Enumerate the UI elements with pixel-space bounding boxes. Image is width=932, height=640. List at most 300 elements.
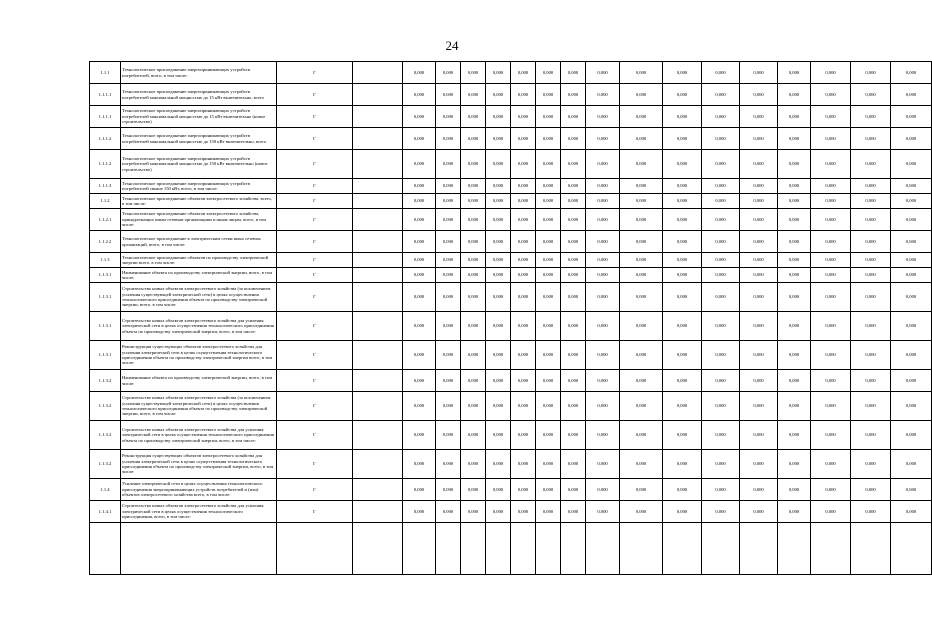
value-cell: 0,000 bbox=[561, 106, 586, 128]
value-cell: 0,000 bbox=[511, 312, 536, 341]
row-name: Технологическое присоединение к электрическим сетям иных сетевых организаций, всего, в том числе: bbox=[121, 231, 277, 253]
table-row bbox=[90, 231, 932, 253]
value-cell: 0,000 bbox=[891, 106, 932, 128]
value-cell: 0,000 bbox=[561, 283, 586, 312]
value-cell: 0,000 bbox=[486, 194, 511, 209]
value-cell: 0,000 bbox=[461, 128, 486, 150]
value-cell: 0,000 bbox=[536, 450, 561, 479]
value-cell: 0,000 bbox=[740, 150, 778, 179]
blank-cell bbox=[353, 231, 403, 253]
value-cell: 0,000 bbox=[511, 370, 536, 392]
value-cell: 0,000 bbox=[851, 501, 891, 523]
value-cell: 0,000 bbox=[403, 179, 436, 194]
value-cell: 0,000 bbox=[511, 231, 536, 253]
value-cell: 0,000 bbox=[561, 194, 586, 209]
value-cell bbox=[663, 523, 702, 575]
value-cell: 0,000 bbox=[586, 450, 620, 479]
value-cell: 0,000 bbox=[511, 501, 536, 523]
row-code: 1.1.4 bbox=[90, 479, 121, 501]
value-cell: 0,000 bbox=[511, 128, 536, 150]
value-cell: 0,000 bbox=[620, 62, 663, 84]
value-cell: 0,000 bbox=[586, 179, 620, 194]
table-row bbox=[90, 62, 932, 84]
row-unit: Г bbox=[277, 84, 353, 106]
value-cell: 0,000 bbox=[511, 341, 536, 370]
value-cell: 0,000 bbox=[511, 392, 536, 421]
value-cell: 0,000 bbox=[403, 450, 436, 479]
row-name: Технологическое присоединение объектов электросетевого хозяйства, всего, в том числе: bbox=[121, 194, 277, 209]
value-cell: 0,000 bbox=[511, 179, 536, 194]
value-cell: 0,000 bbox=[561, 209, 586, 231]
table-row bbox=[90, 450, 932, 479]
value-cell: 0,000 bbox=[778, 253, 811, 268]
value-cell bbox=[811, 523, 851, 575]
value-cell: 0,000 bbox=[586, 501, 620, 523]
value-cell: 0,000 bbox=[436, 450, 461, 479]
blank-cell bbox=[353, 479, 403, 501]
value-cell: 0,000 bbox=[461, 194, 486, 209]
value-cell: 0,000 bbox=[663, 312, 702, 341]
value-cell: 0,000 bbox=[740, 62, 778, 84]
value-cell: 0,000 bbox=[702, 268, 740, 283]
value-cell: 0,000 bbox=[663, 283, 702, 312]
value-cell: 0,000 bbox=[586, 253, 620, 268]
value-cell: 0,000 bbox=[620, 312, 663, 341]
value-cell: 0,000 bbox=[436, 370, 461, 392]
row-code: 1.1.3.2 bbox=[90, 370, 121, 392]
value-cell: 0,000 bbox=[561, 312, 586, 341]
blank-cell bbox=[353, 283, 403, 312]
value-cell: 0,000 bbox=[811, 179, 851, 194]
row-name: Наименование объекта по производству электрической энергии, всего, в том числе: bbox=[121, 370, 277, 392]
value-cell: 0,000 bbox=[891, 501, 932, 523]
value-cell: 0,000 bbox=[586, 283, 620, 312]
value-cell: 0,000 bbox=[891, 421, 932, 450]
value-cell: 0,000 bbox=[891, 370, 932, 392]
row-name: Строительство новых объектов электросетевого хозяйства для усиления электрической сети в целях осуществления технологического присоединения, всего, в том числе: bbox=[121, 501, 277, 523]
value-cell: 0,000 bbox=[561, 450, 586, 479]
value-cell: 0,000 bbox=[511, 209, 536, 231]
value-cell: 0,000 bbox=[811, 421, 851, 450]
value-cell: 0,000 bbox=[740, 421, 778, 450]
value-cell: 0,000 bbox=[891, 392, 932, 421]
value-cell: 0,000 bbox=[486, 312, 511, 341]
value-cell: 0,000 bbox=[702, 62, 740, 84]
value-cell: 0,000 bbox=[778, 84, 811, 106]
value-cell: 0,000 bbox=[891, 283, 932, 312]
table-row bbox=[90, 209, 932, 231]
row-unit: Г bbox=[277, 194, 353, 209]
value-cell: 0,000 bbox=[851, 84, 891, 106]
value-cell: 0,000 bbox=[811, 341, 851, 370]
row-code: 1.1.3 bbox=[90, 253, 121, 268]
value-cell: 0,000 bbox=[778, 106, 811, 128]
value-cell: 0,000 bbox=[740, 231, 778, 253]
value-cell: 0,000 bbox=[486, 128, 511, 150]
value-cell: 0,000 bbox=[461, 283, 486, 312]
value-cell: 0,000 bbox=[620, 392, 663, 421]
value-cell: 0,000 bbox=[436, 194, 461, 209]
value-cell: 0,000 bbox=[536, 501, 561, 523]
table-row bbox=[90, 253, 932, 268]
value-cell: 0,000 bbox=[778, 501, 811, 523]
value-cell: 0,000 bbox=[663, 479, 702, 501]
row-unit bbox=[277, 523, 353, 575]
value-cell: 0,000 bbox=[811, 62, 851, 84]
value-cell: 0,000 bbox=[740, 450, 778, 479]
value-cell: 0,000 bbox=[620, 179, 663, 194]
value-cell: 0,000 bbox=[851, 421, 891, 450]
value-cell: 0,000 bbox=[702, 209, 740, 231]
value-cell: 0,000 bbox=[403, 62, 436, 84]
row-unit: Г bbox=[277, 268, 353, 283]
value-cell: 0,000 bbox=[436, 62, 461, 84]
row-code: 1.1.3.2 bbox=[90, 392, 121, 421]
value-cell: 0,000 bbox=[702, 479, 740, 501]
value-cell: 0,000 bbox=[403, 392, 436, 421]
value-cell: 0,000 bbox=[561, 253, 586, 268]
value-cell: 0,000 bbox=[403, 231, 436, 253]
row-code: 1.1.1.2 bbox=[90, 150, 121, 179]
row-name: Технологическое присоединение энергопринимающих устройств потребителей, всего, в том числе: bbox=[121, 62, 277, 84]
row-name: Усиление электрической сети в целях осуществления технологического присоединения энергопринимающих устройств потребителей и (или) объектов электросетевого хозяйства всего, в том числе: bbox=[121, 479, 277, 501]
value-cell: 0,000 bbox=[486, 150, 511, 179]
row-unit: Г bbox=[277, 392, 353, 421]
value-cell: 0,000 bbox=[486, 370, 511, 392]
value-cell: 0,000 bbox=[536, 150, 561, 179]
value-cell: 0,000 bbox=[891, 253, 932, 268]
value-cell: 0,000 bbox=[561, 179, 586, 194]
value-cell: 0,000 bbox=[536, 179, 561, 194]
value-cell: 0,000 bbox=[486, 501, 511, 523]
value-cell: 0,000 bbox=[403, 106, 436, 128]
value-cell bbox=[620, 523, 663, 575]
row-name: Технологическое присоединение объектов по производству электрической энергии всего, в том числе: bbox=[121, 253, 277, 268]
value-cell: 0,000 bbox=[561, 421, 586, 450]
value-cell: 0,000 bbox=[663, 341, 702, 370]
row-code: 1.1.3.1 bbox=[90, 312, 121, 341]
value-cell: 0,000 bbox=[891, 231, 932, 253]
value-cell: 0,000 bbox=[586, 268, 620, 283]
value-cell: 0,000 bbox=[663, 253, 702, 268]
value-cell: 0,000 bbox=[663, 194, 702, 209]
value-cell: 0,000 bbox=[811, 209, 851, 231]
value-cell: 0,000 bbox=[740, 341, 778, 370]
blank-cell bbox=[353, 268, 403, 283]
value-cell: 0,000 bbox=[561, 62, 586, 84]
table-row bbox=[90, 194, 932, 209]
value-cell: 0,000 bbox=[461, 501, 486, 523]
value-cell: 0,000 bbox=[811, 501, 851, 523]
value-cell: 0,000 bbox=[620, 106, 663, 128]
value-cell: 0,000 bbox=[461, 231, 486, 253]
row-code: 1.1.2.2 bbox=[90, 231, 121, 253]
table-row bbox=[90, 268, 932, 283]
blank-cell bbox=[353, 392, 403, 421]
value-cell: 0,000 bbox=[461, 84, 486, 106]
value-cell: 0,000 bbox=[620, 450, 663, 479]
value-cell: 0,000 bbox=[461, 62, 486, 84]
value-cell: 0,000 bbox=[620, 421, 663, 450]
row-code: 1.1.2 bbox=[90, 194, 121, 209]
value-cell: 0,000 bbox=[740, 84, 778, 106]
value-cell bbox=[536, 523, 561, 575]
value-cell: 0,000 bbox=[778, 231, 811, 253]
value-cell: 0,000 bbox=[851, 312, 891, 341]
row-name: Технологическое присоединение энергопринимающих устройств потребителей максимальной мощностью до 15 кВт включительно (новое строительство) bbox=[121, 106, 277, 128]
value-cell: 0,000 bbox=[702, 501, 740, 523]
blank-cell bbox=[353, 523, 403, 575]
value-cell: 0,000 bbox=[620, 84, 663, 106]
value-cell: 0,000 bbox=[702, 370, 740, 392]
row-code: 1.1.3.2 bbox=[90, 421, 121, 450]
value-cell: 0,000 bbox=[511, 253, 536, 268]
value-cell: 0,000 bbox=[811, 84, 851, 106]
value-cell: 0,000 bbox=[891, 209, 932, 231]
value-cell bbox=[891, 523, 932, 575]
value-cell: 0,000 bbox=[620, 253, 663, 268]
value-cell: 0,000 bbox=[620, 341, 663, 370]
row-code: 1.1.3.1 bbox=[90, 268, 121, 283]
value-cell: 0,000 bbox=[461, 479, 486, 501]
value-cell: 0,000 bbox=[811, 231, 851, 253]
value-cell: 0,000 bbox=[586, 84, 620, 106]
blank-cell bbox=[353, 501, 403, 523]
value-cell: 0,000 bbox=[891, 84, 932, 106]
row-unit: Г bbox=[277, 283, 353, 312]
value-cell: 0,000 bbox=[436, 209, 461, 231]
value-cell: 0,000 bbox=[511, 479, 536, 501]
value-cell: 0,000 bbox=[461, 392, 486, 421]
row-code: 1.1.1.3 bbox=[90, 179, 121, 194]
value-cell: 0,000 bbox=[851, 392, 891, 421]
value-cell: 0,000 bbox=[851, 128, 891, 150]
blank-cell bbox=[353, 62, 403, 84]
row-name: Реконструкция существующих объектов электросетевого хозяйства для усиления электрической сети в целях осуществления технологического присоединения объекта по производству электрической энергии, всего, в том числе: bbox=[121, 450, 277, 479]
row-unit: Г bbox=[277, 370, 353, 392]
value-cell: 0,000 bbox=[778, 179, 811, 194]
value-cell bbox=[851, 523, 891, 575]
value-cell: 0,000 bbox=[663, 450, 702, 479]
value-cell: 0,000 bbox=[702, 128, 740, 150]
value-cell: 0,000 bbox=[486, 421, 511, 450]
value-cell bbox=[403, 523, 436, 575]
value-cell: 0,000 bbox=[740, 179, 778, 194]
value-cell: 0,000 bbox=[436, 231, 461, 253]
value-cell: 0,000 bbox=[851, 179, 891, 194]
value-cell: 0,000 bbox=[486, 209, 511, 231]
value-cell: 0,000 bbox=[778, 341, 811, 370]
value-cell: 0,000 bbox=[403, 283, 436, 312]
value-cell: 0,000 bbox=[461, 268, 486, 283]
value-cell: 0,000 bbox=[436, 479, 461, 501]
value-cell: 0,000 bbox=[586, 370, 620, 392]
value-cell: 0,000 bbox=[620, 150, 663, 179]
value-cell: 0,000 bbox=[403, 370, 436, 392]
row-code: 1.1.2.1 bbox=[90, 209, 121, 231]
value-cell: 0,000 bbox=[811, 106, 851, 128]
value-cell: 0,000 bbox=[461, 450, 486, 479]
value-cell: 0,000 bbox=[740, 194, 778, 209]
value-cell: 0,000 bbox=[561, 84, 586, 106]
row-name: Наименование объекта по производству электрической энергии, всего, в том числе: bbox=[121, 268, 277, 283]
value-cell: 0,000 bbox=[536, 312, 561, 341]
blank-cell bbox=[353, 209, 403, 231]
row-unit: Г bbox=[277, 231, 353, 253]
value-cell: 0,000 bbox=[740, 312, 778, 341]
value-cell: 0,000 bbox=[811, 450, 851, 479]
value-cell: 0,000 bbox=[702, 421, 740, 450]
value-cell: 0,000 bbox=[811, 253, 851, 268]
value-cell: 0,000 bbox=[536, 370, 561, 392]
value-cell: 0,000 bbox=[702, 194, 740, 209]
value-cell: 0,000 bbox=[702, 253, 740, 268]
value-cell: 0,000 bbox=[561, 501, 586, 523]
value-cell: 0,000 bbox=[486, 253, 511, 268]
table-row bbox=[90, 84, 932, 106]
value-cell: 0,000 bbox=[811, 392, 851, 421]
value-cell: 0,000 bbox=[586, 421, 620, 450]
value-cell: 0,000 bbox=[740, 209, 778, 231]
value-cell: 0,000 bbox=[851, 231, 891, 253]
value-cell: 0,000 bbox=[436, 283, 461, 312]
page-number: 24 bbox=[445, 38, 459, 53]
table-row bbox=[90, 283, 932, 312]
value-cell: 0,000 bbox=[536, 421, 561, 450]
value-cell: 0,000 bbox=[536, 128, 561, 150]
value-cell: 0,000 bbox=[811, 194, 851, 209]
value-cell: 0,000 bbox=[436, 341, 461, 370]
row-code: 1.1.3.1 bbox=[90, 341, 121, 370]
value-cell: 0,000 bbox=[461, 209, 486, 231]
row-name: Строительство новых объектов электросетевого хозяйства (за исключением усиления существующей электрической сети) в целях осуществления технологического присоединения объекта по производству электрической энергии, всего, в том числе: bbox=[121, 392, 277, 421]
row-unit: Г bbox=[277, 479, 353, 501]
value-cell: 0,000 bbox=[511, 421, 536, 450]
blank-cell bbox=[353, 179, 403, 194]
value-cell: 0,000 bbox=[536, 283, 561, 312]
value-cell bbox=[561, 523, 586, 575]
value-cell: 0,000 bbox=[851, 283, 891, 312]
blank-cell bbox=[353, 150, 403, 179]
row-unit: Г bbox=[277, 209, 353, 231]
value-cell: 0,000 bbox=[740, 479, 778, 501]
value-cell: 0,000 bbox=[663, 128, 702, 150]
row-unit: Г bbox=[277, 450, 353, 479]
table-row bbox=[90, 150, 932, 179]
value-cell: 0,000 bbox=[536, 268, 561, 283]
value-cell: 0,000 bbox=[811, 128, 851, 150]
value-cell: 0,000 bbox=[403, 194, 436, 209]
row-code: 1.1.1 bbox=[90, 62, 121, 84]
value-cell: 0,000 bbox=[461, 312, 486, 341]
value-cell: 0,000 bbox=[891, 194, 932, 209]
value-cell: 0,000 bbox=[486, 479, 511, 501]
table-row bbox=[90, 392, 932, 421]
table-row bbox=[90, 341, 932, 370]
value-cell: 0,000 bbox=[436, 150, 461, 179]
value-cell: 0,000 bbox=[620, 194, 663, 209]
blank-cell bbox=[353, 341, 403, 370]
value-cell: 0,000 bbox=[536, 231, 561, 253]
value-cell: 0,000 bbox=[663, 179, 702, 194]
value-cell: 0,000 bbox=[511, 106, 536, 128]
value-cell: 0,000 bbox=[740, 392, 778, 421]
value-cell: 0,000 bbox=[778, 450, 811, 479]
value-cell: 0,000 bbox=[620, 501, 663, 523]
value-cell: 0,000 bbox=[586, 312, 620, 341]
value-cell: 0,000 bbox=[851, 150, 891, 179]
table-row bbox=[90, 421, 932, 450]
value-cell: 0,000 bbox=[891, 450, 932, 479]
value-cell: 0,000 bbox=[403, 150, 436, 179]
value-cell: 0,000 bbox=[561, 370, 586, 392]
row-unit: Г bbox=[277, 312, 353, 341]
value-cell: 0,000 bbox=[536, 341, 561, 370]
value-cell: 0,000 bbox=[403, 268, 436, 283]
value-cell: 0,000 bbox=[436, 501, 461, 523]
blank-cell bbox=[353, 106, 403, 128]
value-cell: 0,000 bbox=[740, 501, 778, 523]
value-cell: 0,000 bbox=[778, 312, 811, 341]
value-cell: 0,000 bbox=[436, 106, 461, 128]
value-cell: 0,000 bbox=[702, 179, 740, 194]
row-name: Технологическое присоединение энергопринимающих устройств потребителей свыше 150 кВт, всего, в том числе: bbox=[121, 179, 277, 194]
row-unit: Г bbox=[277, 421, 353, 450]
value-cell: 0,000 bbox=[511, 450, 536, 479]
value-cell: 0,000 bbox=[663, 62, 702, 84]
row-unit: Г bbox=[277, 341, 353, 370]
value-cell: 0,000 bbox=[486, 450, 511, 479]
value-cell: 0,000 bbox=[740, 283, 778, 312]
value-cell: 0,000 bbox=[586, 106, 620, 128]
value-cell: 0,000 bbox=[486, 268, 511, 283]
value-cell: 0,000 bbox=[536, 479, 561, 501]
value-cell: 0,000 bbox=[702, 150, 740, 179]
value-cell: 0,000 bbox=[891, 312, 932, 341]
row-unit: Г bbox=[277, 128, 353, 150]
value-cell: 0,000 bbox=[561, 392, 586, 421]
row-code bbox=[90, 523, 121, 575]
value-cell: 0,000 bbox=[778, 392, 811, 421]
value-cell: 0,000 bbox=[778, 283, 811, 312]
value-cell: 0,000 bbox=[561, 231, 586, 253]
blank-cell bbox=[353, 128, 403, 150]
value-cell: 0,000 bbox=[811, 283, 851, 312]
blank-cell bbox=[353, 84, 403, 106]
row-unit: Г bbox=[277, 150, 353, 179]
value-cell: 0,000 bbox=[403, 128, 436, 150]
value-cell: 0,000 bbox=[663, 231, 702, 253]
value-cell: 0,000 bbox=[778, 209, 811, 231]
row-unit: Г bbox=[277, 179, 353, 194]
value-cell: 0,000 bbox=[702, 84, 740, 106]
value-cell: 0,000 bbox=[811, 150, 851, 179]
value-cell: 0,000 bbox=[663, 421, 702, 450]
value-cell: 0,000 bbox=[586, 392, 620, 421]
value-cell: 0,000 bbox=[561, 128, 586, 150]
value-cell: 0,000 bbox=[811, 312, 851, 341]
value-cell bbox=[740, 523, 778, 575]
value-cell: 0,000 bbox=[511, 150, 536, 179]
value-cell: 0,000 bbox=[891, 479, 932, 501]
value-cell: 0,000 bbox=[536, 194, 561, 209]
value-cell: 0,000 bbox=[486, 283, 511, 312]
value-cell: 0,000 bbox=[663, 84, 702, 106]
value-cell: 0,000 bbox=[663, 209, 702, 231]
table-row bbox=[90, 501, 932, 523]
value-cell: 0,000 bbox=[891, 341, 932, 370]
row-code: 1.1.1.1 bbox=[90, 106, 121, 128]
